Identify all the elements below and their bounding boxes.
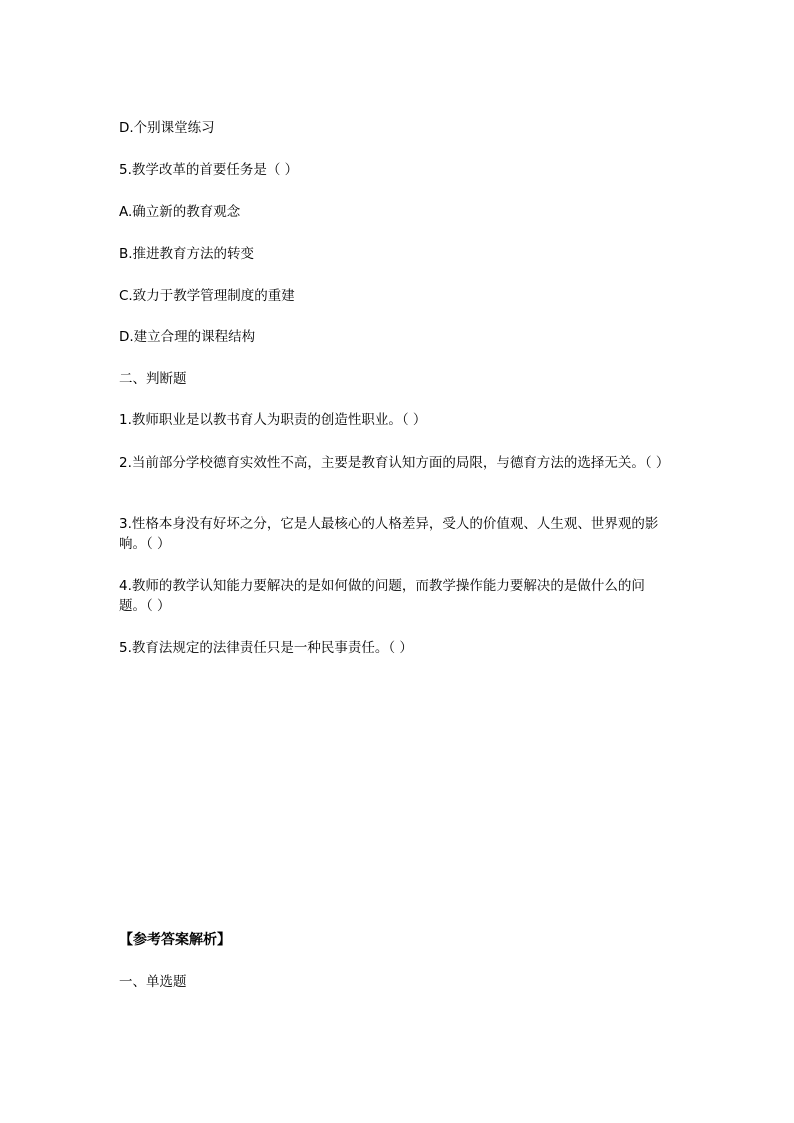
question-5: 5.教学改革的首要任务是（ ） <box>119 162 299 178</box>
true-false-item-5: 5.教育法规定的法律责任只是一种民事责任。（ ） <box>119 640 413 656</box>
option-d-previous: D.个别课堂练习 <box>119 120 215 136</box>
true-false-item-4: 4.教师的教学认知能力要解决的是如何做的问题，而教学操作能力要解决的是做什么的问题。（ ） <box>119 578 645 614</box>
question-5-option-c: C.致力于教学管理制度的重建 <box>119 288 295 304</box>
true-false-item-1: 1.教师职业是以教书育人为职责的创造性职业。（ ） <box>119 412 427 428</box>
section-heading-true-false: 二、判断题 <box>119 371 187 387</box>
question-5-option-a: A.确立新的教育观念 <box>119 204 241 220</box>
true-false-item-3: 3.性格本身没有好坏之分，它是人最核心的人格差异，受人的价值观、人生观、世界观的影响。（ ） <box>119 516 659 552</box>
question-5-option-b: B.推进教育方法的转变 <box>119 246 255 262</box>
question-5-option-d: D.建立合理的课程结构 <box>119 329 256 345</box>
answer-section-single-choice: 一、单选题 <box>119 974 187 990</box>
true-false-item-2: 2.当前部分学校德育实效性不高，主要是教育认知方面的局限，与德育方法的选择无关。（ ） <box>119 455 670 471</box>
answer-analysis-heading: 【参考答案解析】 <box>119 932 231 948</box>
